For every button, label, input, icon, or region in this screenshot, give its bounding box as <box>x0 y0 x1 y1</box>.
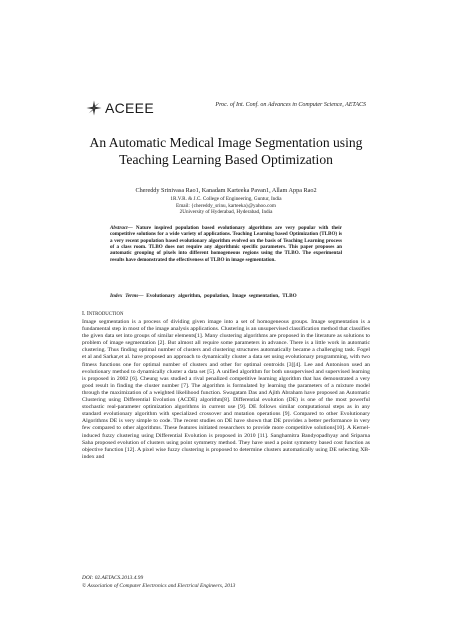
section-title-rest: NTRODUCTION <box>88 312 124 317</box>
index-terms-dash: — <box>138 293 147 299</box>
affiliation-2: 2University of Hyderabad, Hyderabad, India <box>179 209 273 215</box>
author-email: Email: {chereddy_srinu, karteeka}@yahoo.com <box>176 202 276 209</box>
section-heading-introduction <box>82 311 123 317</box>
abstract <box>110 225 342 263</box>
copyright-line: © Association of Computer Electronics and Electrical Engineers, 2013 <box>82 583 236 589</box>
doi-line: DOI: 02.AETACS.2013.4.99 <box>82 575 144 581</box>
abstract-text: Nature inspired population based evolutionary algorithms are very popular with their competitive solutions for a wide variety of applications. Teaching Learning based Optimization (TLBO) is a very recent population based evolutionary algorithm evolved on the basis of Teaching Learning process of a class room. TLBO does not require any algorithmic specific parameters. This paper proposes an automatic grouping of pixels into different homogeneous regions using the TLBO. The experimental results have demonstrated the effectiveness of TLBO in image segmentation. <box>110 225 342 263</box>
aceee-star-icon <box>86 100 102 116</box>
author-list: Chereddy Srinivasa Rao1, Kanadam Karteeka Pavan1, Allam Appa Rao2 <box>135 187 317 194</box>
abstract-label: Abstract <box>110 225 128 231</box>
abstract-dash: — <box>127 225 136 231</box>
paper-title <box>60 134 392 168</box>
logo-text: ACEEE <box>105 100 154 116</box>
introduction-body: Image segmentation is a process of dividing given image into a set of homogeneous groups. Image segmentation is a fundamental step in most of the image analysis applications. Clustering is an unsupervised classification method that classifies the given data set into groups of similar elements[1]. Many clustering algorithms are proposed in the literature as solutions to problem of image segmentation [2]. But almost all require some parameters in advance. There is a little work in automatic clustering. Thus finding optimal number of clusters and clustering structures automatically became a challenging task. Fogel et al and Sarkar,et al. have proposed an approach to dynamically cluster a data set using evolutionary programming, with two fitness functions one for optimal number of clusters and other for optimal centroids [3][4]. Lee and Antonison used an evolutionary method to dynamically cluster a data set [5]. A unified algorithm for both unsupervised and supervised learning is proposed in 2002 [6]. Cheung was studied a rival penalized competitive learning algorithm that has demonstrated a very good result in finding the cluster number [7]. The algorithm is formulated by learning the parameters of a mixture model through the maximization of a weighted likelihood function. Swagatam Das and Ajith Abraham have proposed an Automatic Clustering using Differential Evolution (ACDE) algorithm[8]. Differential evolution (DE) is one of the most powerful stochastic real-parameter optimization algorithms in current use [9]. DE follows similar computational steps as in any standard evolutionary algorithm with specialized crossover and mutation operations [9]. Compared to other Evolutionary Algorithms DE is very simple to code. The recent studies on DE have shown that DE provides a better performance in very few compared to other algorithms. These features initiated researchers to provide more competitive solutions[10]. A Kernel-induced fuzzy clustering using Differential Evolution is proposed in 2010 [11]. Sanghamitra Bandyopadhyay and Sriparna Saha proposed evolution of clusters using point symmetry method. They have used a point symmetry based cost function as objective function [12]. A pixel wise fuzzy clustering is proposed to determine clusters automatically using DE selecting XB-index and <box>82 319 370 460</box>
index-terms <box>110 293 350 299</box>
index-terms-text: Evolutionary algorithm, population, Image segmentation, TLBO <box>146 293 297 299</box>
section-number: I. <box>82 311 87 317</box>
section-initial: I <box>86 311 89 317</box>
affiliation-1: 1R.V.R. & J.C. College of Engineering, Guntur, India <box>170 196 282 202</box>
publisher-logo <box>86 100 154 116</box>
title-line-2: Teaching Learning Based Optimization <box>119 152 333 167</box>
journal-name: Proc. of Int. Conf. on Advances in Computer Science, AETACS <box>215 102 366 108</box>
title-line-1: An Automatic Medical Image Segmentation using <box>89 135 363 150</box>
index-terms-label: Index Terms <box>110 293 139 299</box>
